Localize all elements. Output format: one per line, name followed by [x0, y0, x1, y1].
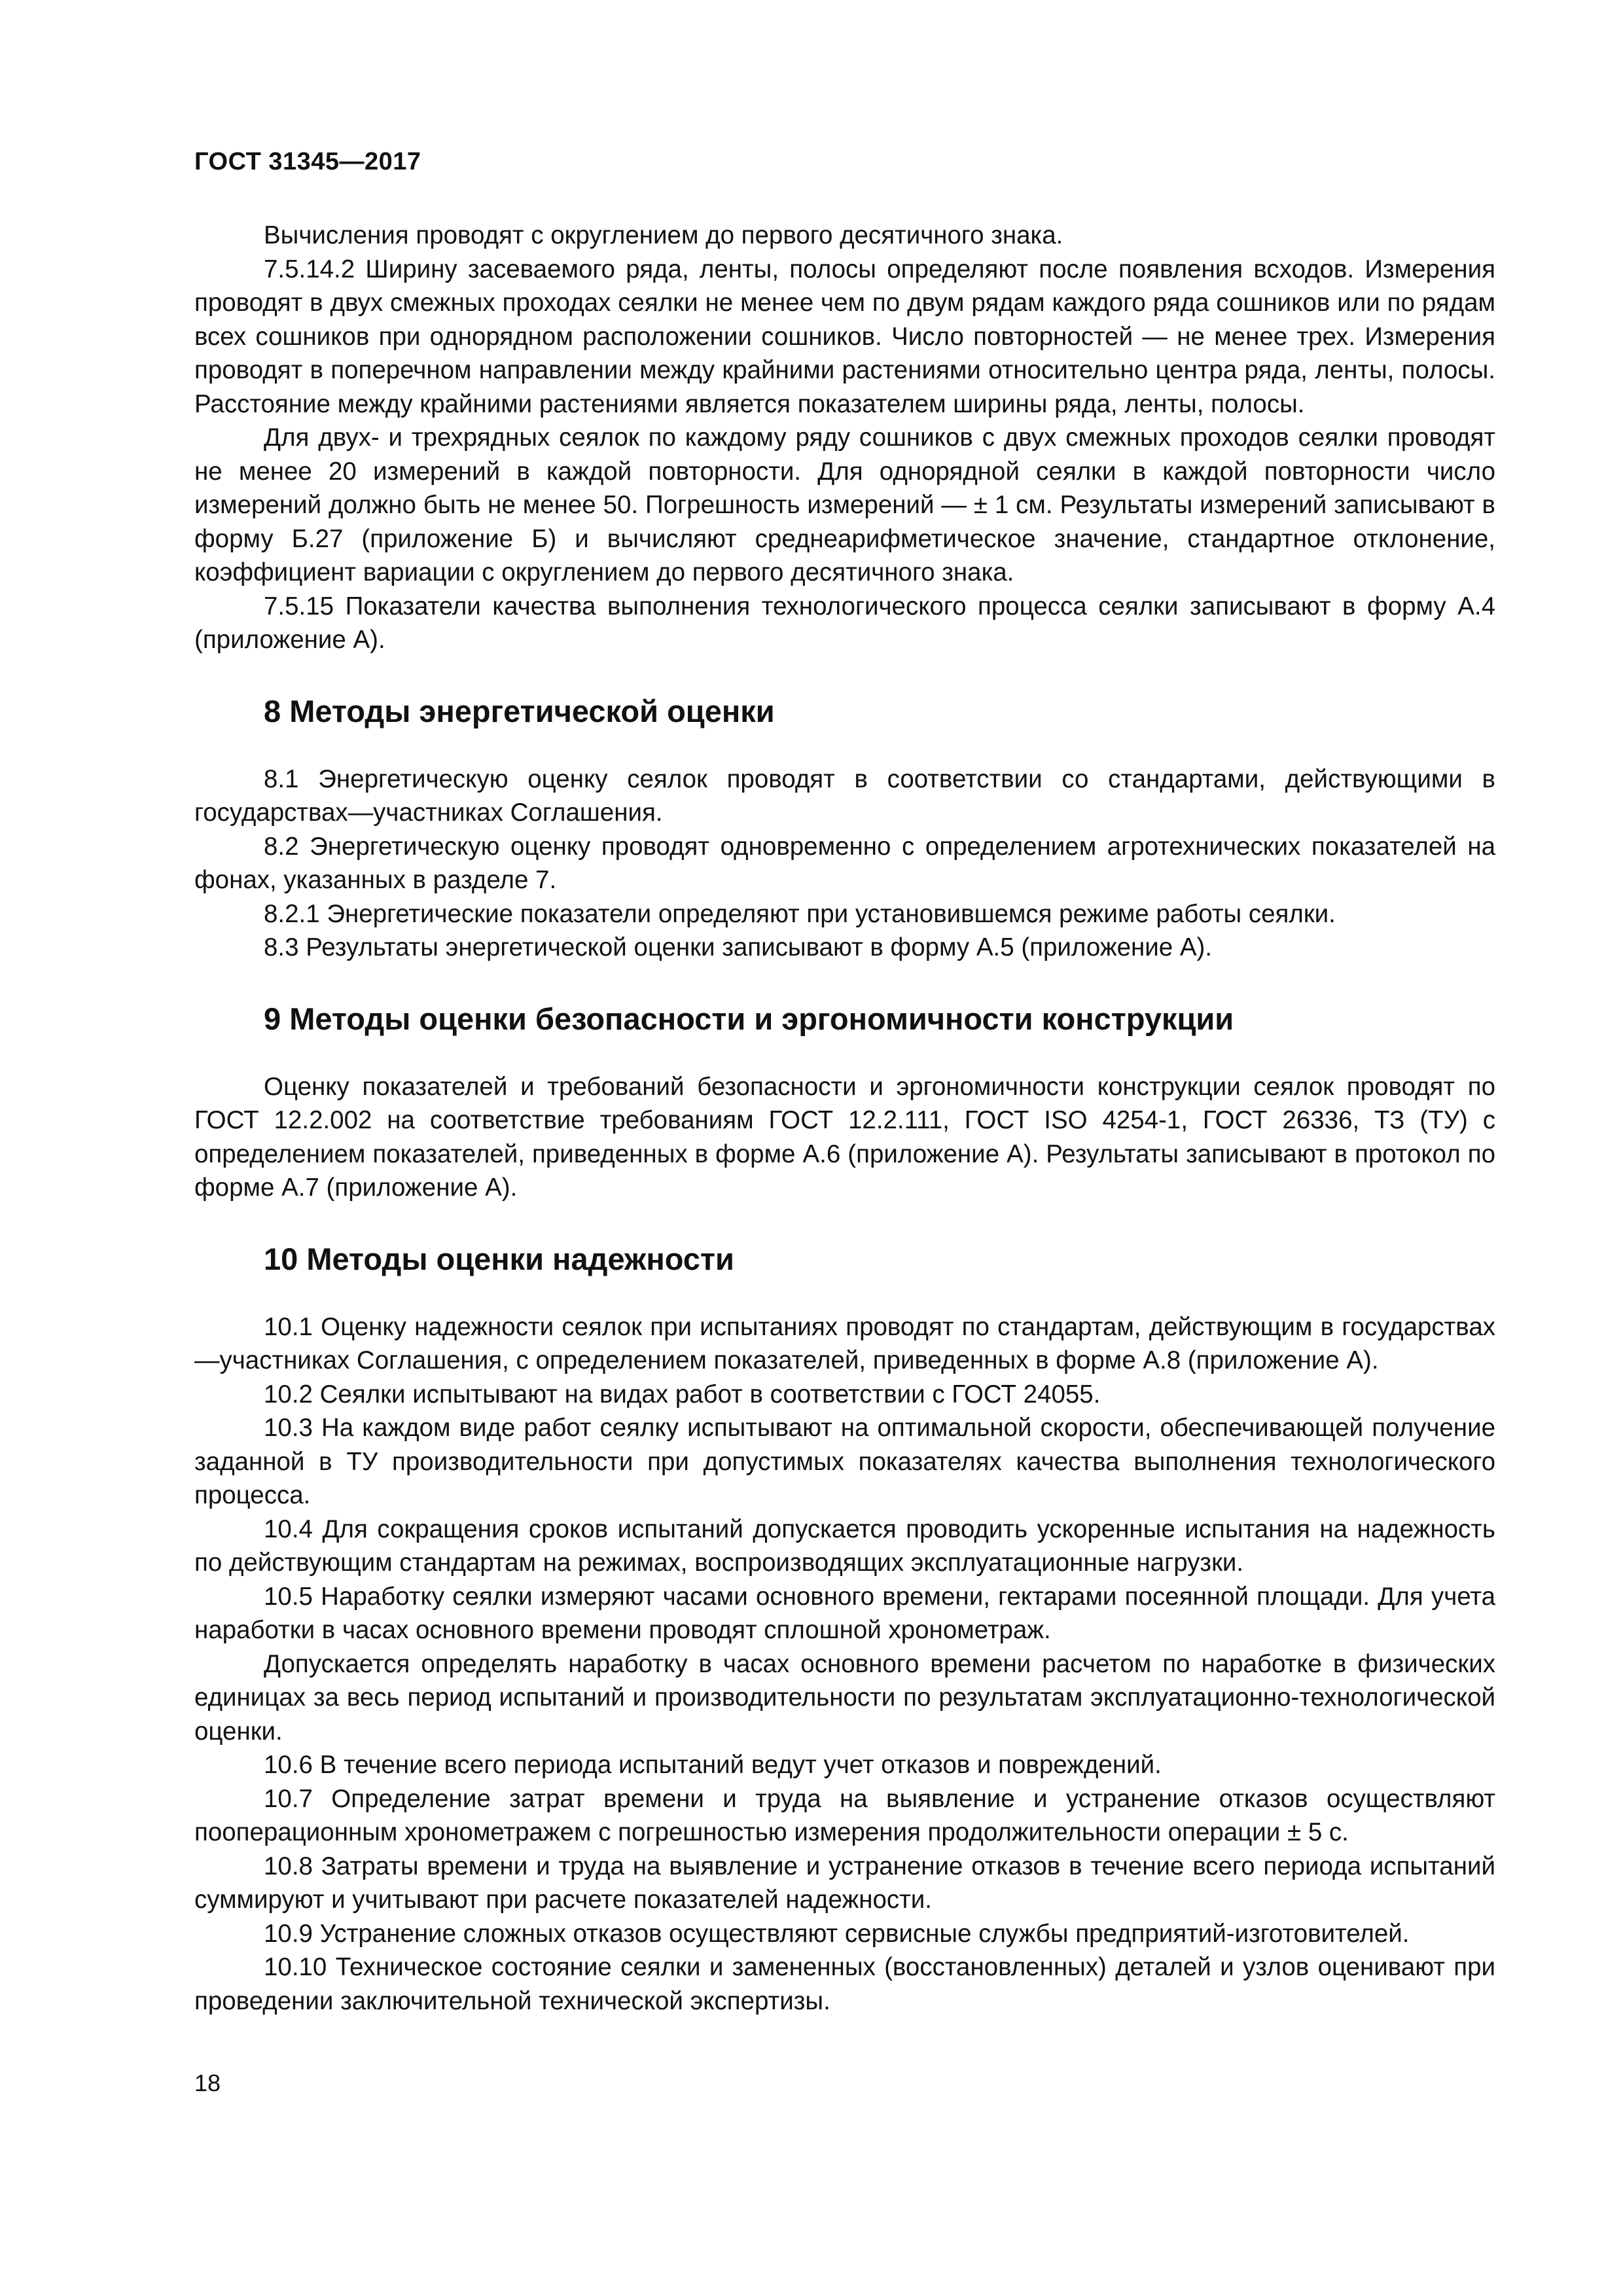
paragraph-10-4: 10.4 Для сокращения сроков испытаний допускается проводить ускоренные испытания на надежность по действующим стандартам на режимах, воспроизводящих эксплуатационные нагрузки.: [194, 1515, 1495, 1577]
paragraph-10-10: 10.10 Техническое состояние сеялки и замененных (восстановленных) деталей и узлов оценивают при проведении заключительной технической экспертизы.: [194, 1953, 1495, 2015]
paragraph-8-2: 8.2 Энергетическую оценку проводят одновременно с определением агротехнических показателей на фонах, указанных в разделе 7.: [194, 832, 1495, 894]
paragraph-10-6: 10.6 В течение всего периода испытаний ведут учет отказов и повреждений.: [264, 1751, 1162, 1779]
paragraph-10-8: 10.8 Затраты времени и труда на выявление и устранение отказов в течение всего периода испытаний суммируют и учитывают при расчете показателей надежности.: [194, 1852, 1495, 1914]
spacer: [194, 657, 1495, 693]
paragraph-8-2-1: 8.2.1 Энергетические показатели определяют при установившемся режиме работы сеялки.: [264, 899, 1336, 928]
spacer: [194, 1205, 1495, 1241]
paragraph-10-1: 10.1 Оценку надежности сеялок при испытаниях проводят по стандартам, действующим в государствах—участниках Соглашения, с определением показателей, приведенных в форме А.8 (приложение А).: [194, 1312, 1495, 1374]
spacer: [194, 730, 1495, 762]
document-code: ГОСТ 31345—2017: [194, 148, 421, 175]
section-10-heading: 10 Методы оценки надежности: [264, 1241, 734, 1276]
paragraph-row-measurements: Для двух- и трехрядных сеялок по каждому ряду сошников с двух смежных проходов сеялки проводят не менее 20 измерений в каждой повторности. Для однорядной сеялки в каждой повторности число измерений должно быть не менее 50. Погрешность измерений — ± 1 см. Результаты измерений записывают в форму Б.27 (приложение Б) и вычисляют среднеарифметическое значение, стандартное отклонение, коэффициент вариации с округлением до первого десятичного знака.: [194, 423, 1495, 586]
page-number: 18: [194, 2070, 221, 2096]
paragraph-7-5-15: 7.5.15 Показатели качества выполнения технологического процесса сеялки записывают в форму А.4 (приложение А).: [194, 592, 1495, 654]
page-content: [194, 219, 1495, 2018]
paragraph-rounding: Вычисления проводят с округлением до первого десятичного знака.: [264, 221, 1063, 249]
spacer: [194, 965, 1495, 1001]
paragraph-7-5-14-2: 7.5.14.2 Ширину засеваемого ряда, ленты, полосы определяют после появления всходов. Измерения проводят в двух смежных проходах сеялки не менее чем по двум рядам каждого ряда сошников или по рядам всех сошников при однорядном расположении сошников. Число повторностей — не менее трех. Измерения проводят в поперечном направлении между крайними растениями относительно центра ряда, ленты, полосы. Расстояние между крайними растениями является показателем ширины ряда, ленты, полосы.: [194, 255, 1495, 418]
paragraph-8-1: 8.1 Энергетическую оценку сеялок проводят в соответствии со стандартами, действующими в государствах—участниках Соглашения.: [194, 764, 1495, 827]
section-8-heading: 8 Методы энергетической оценки: [264, 693, 775, 728]
spacer: [194, 1278, 1495, 1310]
section-9-heading: 9 Методы оценки безопасности и эргономичности конструкции: [264, 1001, 1234, 1036]
paragraph-10-5-note: Допускается определять наработку в часах основного времени расчетом по наработке в физических единицах за весь период испытаний и производительности по результатам эксплуатационно-технологической оценки.: [194, 1649, 1495, 1746]
paragraph-10-9: 10.9 Устранение сложных отказов осуществляют сервисные службы предприятий-изготовителей.: [264, 1919, 1410, 1948]
paragraph-10-7: 10.7 Определение затрат времени и труда на выявление и устранение отказов осуществляют пооперационным хронометражем с погрешностью измерения продолжительности операции ± 5 с.: [194, 1784, 1495, 1846]
paragraph-10-2: 10.2 Сеялки испытывают на видах работ в соответствии с ГОСТ 24055.: [264, 1380, 1101, 1408]
paragraph-10-3: 10.3 На каждом виде работ сеялку испытывают на оптимальной скорости, обеспечивающей получение заданной в ТУ производительности при допустимых показателях качества выполнения технологического процесса.: [194, 1414, 1495, 1509]
paragraph-9-body: Оценку показателей и требований безопасности и эргономичности конструкции сеялок проводят по ГОСТ 12.2.002 на соответствие требованиям ГОСТ 12.2.111, ГОСТ ISO 4254-1, ГОСТ 26336, ТЗ (ТУ) с определением показателей, приведенных в форме А.6 (приложение А). Результаты записывают в протокол по форме А.7 (приложение А).: [194, 1072, 1495, 1202]
spacer: [194, 1037, 1495, 1070]
paragraph-10-5: 10.5 Наработку сеялки измеряют часами основного времени, гектарами посеянной площади. Для учета наработки в часах основного времени проводят сплошной хронометраж.: [194, 1582, 1495, 1644]
paragraph-8-3: 8.3 Результаты энергетической оценки записывают в форму А.5 (приложение А).: [264, 933, 1213, 961]
